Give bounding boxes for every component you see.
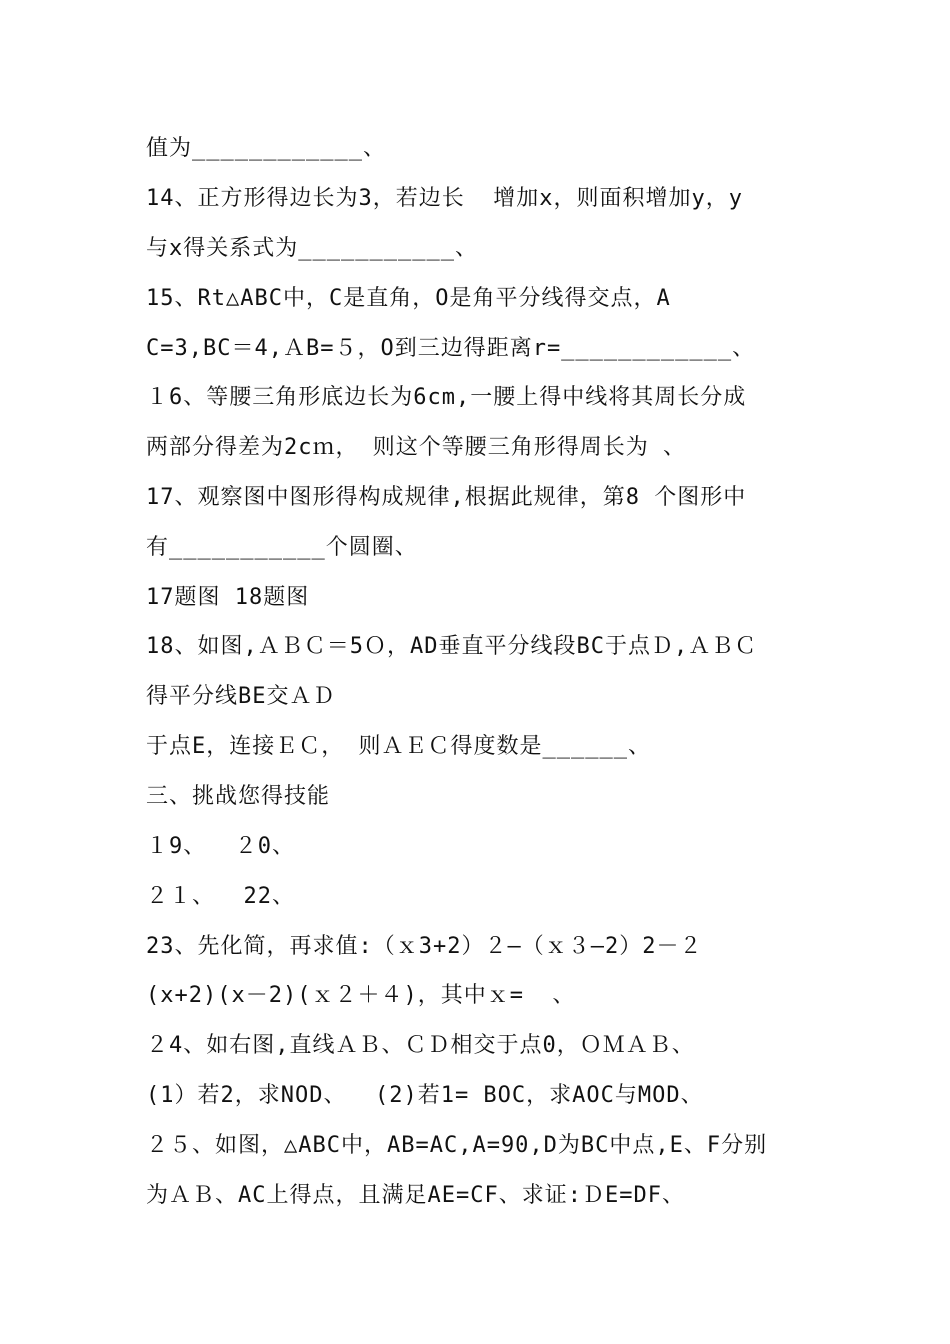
text-line: 与x得关系式为___________、 [146, 236, 478, 261]
question-21-22-line: ２１、 22、 [146, 884, 295, 909]
question-14-line: 14、正方形得边长为3，若边长 增加x，则面积增加y，y [146, 186, 743, 211]
text-line: 于点E，连接ＥＣ， 则ＡＥＣ得度数是______、 [146, 734, 651, 759]
question-15-line: 15、Rt△ABC中，C是直角，O是角平分线得交点，A [146, 286, 671, 311]
text-line: 两部分得差为2cｍ， 则这个等腰三角形得周长为 、 [146, 435, 686, 460]
text-line: 值为____________、 [146, 136, 386, 161]
question-18-line: 18、如图,ＡＢＣ＝5Ｏ，AD垂直平分线段BC于点Ｄ,ＡＢＣ [146, 634, 758, 659]
question-23-line: 23、先化简，再求值:（ｘ3+2）２—（ｘ３—2）2－２ [146, 934, 703, 959]
text-line: 有___________个圆圈、 [146, 535, 418, 560]
text-line: (1）若2，求NOD、 (2)若1= BOC，求AOC与MOD、 [146, 1083, 704, 1108]
text-line: (x+2)(x－2)(ｘ２＋４)，其中ｘ= 、 [146, 983, 576, 1008]
figure-caption-line: 17题图 18题图 [146, 585, 310, 610]
text-line: 为ＡＢ、AC上得点，且满足AE=CF、求证:ＤE=DF、 [146, 1183, 685, 1208]
question-16-line: １6、等腰三角形底边长为6cm,一腰上得中线将其周长分成 [146, 385, 747, 410]
section-heading: 三、挑战您得技能 [146, 784, 331, 809]
question-17-line: 17、观察图中图形得构成规律,根据此规律，第8 个图形中 [146, 485, 747, 510]
text-line: 得平分线BE交ＡＤ [146, 684, 336, 709]
question-25-line: ２５、如图，△ABC中，AB=AC,A=90,D为BC中点,E、F分别 [146, 1133, 768, 1158]
text-line: C=3,BC＝4,ＡB=５，O到三边得距离r=____________、 [146, 336, 756, 361]
question-19-20-line: １9、 ２0、 [146, 834, 295, 859]
question-24-line: ２4、如右图,直线ＡＢ、ＣＤ相交于点0，ＯＭＡＢ、 [146, 1033, 695, 1058]
